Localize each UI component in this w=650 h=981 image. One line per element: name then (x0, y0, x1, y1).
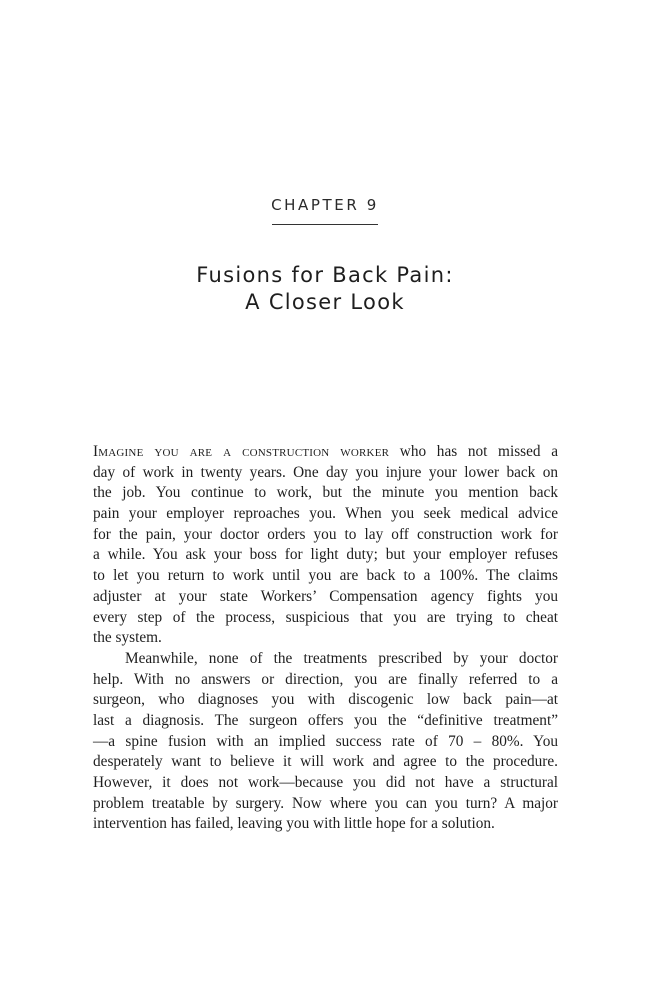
chapter-title-line: A Closer Look (245, 290, 405, 314)
text-line: help. With no answers or direction, you are finally referred to a (93, 670, 558, 688)
lead-in-smallcaps: Imagine you are a construction worker (93, 443, 390, 460)
text-line: adjuster at your state Workers’ Compensation agency fights you (93, 587, 558, 605)
text-line: last a diagnosis. The surgeon offers you the “definitive treatment” (93, 711, 558, 729)
chapter-divider (272, 224, 378, 225)
text-line: for the pain, your doctor orders you to lay off construction work for (93, 525, 558, 543)
chapter-title-line: Fusions for Back Pain: (196, 263, 454, 287)
text-line: —a spine fusion with an implied success rate of 70 – 80%. You (93, 732, 558, 750)
text-line: day of work in twenty years. One day you injure your lower back on (93, 463, 558, 481)
text-line: However, it does not work—because you did not have a structural (93, 774, 558, 791)
text-line: the system. (93, 629, 162, 647)
text-line: to let you return to work until you are back to a 100%. The claims (93, 567, 558, 585)
text-line: every step of the process, suspicious that you are trying to cheat (93, 608, 558, 626)
text-line: problem treatable by surgery. Now where you can you turn? A major (93, 794, 558, 812)
chapter-title (0, 262, 650, 316)
text-line (93, 442, 558, 463)
text-fragment: who has not missed a (389, 443, 558, 460)
text-line: a while. You ask your boss for light duty; but your employer refuses (93, 546, 558, 564)
text-line: the job. You continue to work, but the minute you mention back (93, 484, 558, 502)
chapter-label: CHAPTER 9 (271, 196, 379, 214)
text-line: intervention has failed, leaving you with little hope for a solution. (93, 815, 495, 833)
paragraph-1 (93, 442, 558, 649)
text-line: surgeon, who diagnoses you with discogenic low back pain—at (93, 691, 558, 709)
body-text (93, 442, 558, 835)
text-line: Meanwhile, none of the treatments prescribed by your doctor (125, 649, 558, 667)
paragraph-2 (93, 649, 558, 835)
text-line: pain your employer reproaches you. When you seek medical advice (93, 505, 558, 523)
text-line: desperately want to believe it will work and agree to the procedure. (93, 753, 558, 771)
